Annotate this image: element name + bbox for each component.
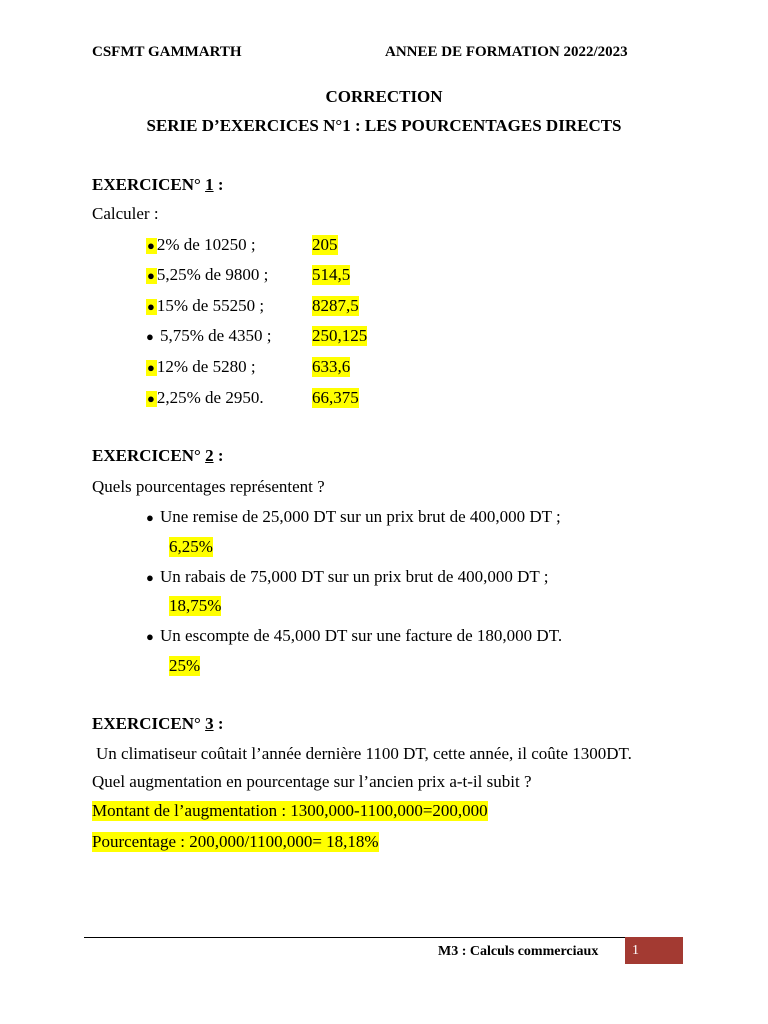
item-answer: 18,75% [169,596,222,615]
item-label: 5,75% de 4350 ; [160,326,272,345]
exercise-3-heading-suffix: : [217,714,224,733]
page-title: CORRECTION [325,87,443,106]
item-label: Un escompte de 45,000 DT sur une facture de 180,000 DT. [160,626,563,645]
item-label: 5,25% de 9800 ; [156,265,269,284]
item-label: 12% de 5280 ; [156,357,256,376]
item-answer: 6,25% [169,537,213,556]
bullet-icon: ● [147,268,155,283]
item-answer: 633,6 [312,357,351,376]
bullet-icon: ● [147,238,155,253]
item-answer: 25% [169,656,201,675]
exercise-3-question: Quel augmentation en pourcentage sur l’ancien prix a-t-il subit ? [92,772,532,791]
item-label: 2,25% de 2950. [156,388,264,407]
header-left: CSFMT GAMMARTH [92,44,242,60]
exercise-3-heading [92,714,224,734]
exercise-1-heading-number: 1 [205,175,214,194]
list-item [146,357,256,377]
exercise-1-heading [92,175,224,195]
page-subtitle: SERIE D’EXERCICES N°1 : LES POURCENTAGES DIRECTS [146,116,622,135]
bullet-icon: ● [146,510,154,525]
bullet-icon: ● [146,570,154,585]
list-item [146,235,256,255]
item-answer: 66,375 [312,388,359,407]
bullet-icon: ● [147,391,155,406]
page-number: 1 [632,943,639,958]
list-item [146,626,562,646]
list-item [146,507,561,527]
item-answer: 250,125 [312,326,368,345]
exercise-3-heading-prefix: EXERCICEN° [92,714,201,733]
list-item [146,296,264,316]
exercise-2-heading-suffix: : [217,446,224,465]
exercise-3-heading-number: 3 [205,714,214,733]
item-answer: 205 [312,235,338,254]
item-answer: 514,5 [312,265,351,284]
item-label: 15% de 55250 ; [156,296,265,315]
item-answer: 8287,5 [312,296,359,315]
list-item [146,388,264,408]
item-label: Un rabais de 75,000 DT sur un prix brut de 400,000 DT ; [160,567,549,586]
exercise-3-statement: Un climatiseur coûtait l’année dernière 1100 DT, cette année, il coûte 1300DT. [96,744,632,763]
exercise-2-heading-number: 2 [205,446,214,465]
exercise-3-answer-percent: Pourcentage : 200,000/1100,000= 18,18% [92,832,379,851]
list-item [146,265,268,285]
footer-label: M3 : Calculs commerciaux [438,944,599,959]
bullet-icon: ● [146,629,154,644]
exercise-2-heading-prefix: EXERCICEN° [92,446,201,465]
bullet-icon: ● [147,299,155,314]
exercise-3-answer-amount: Montant de l’augmentation : 1300,000-1100,000=200,000 [92,801,488,820]
bullet-icon: ● [146,329,154,344]
exercise-2-heading [92,446,224,466]
bullet-icon: ● [147,360,155,375]
header-right: ANNEE DE FORMATION 2022/2023 [385,44,628,60]
item-label: Une remise de 25,000 DT sur un prix brut de 400,000 DT ; [160,507,561,526]
exercise-1-heading-prefix: EXERCICEN° [92,175,201,194]
exercise-2-intro: Quels pourcentages représentent ? [92,477,325,496]
exercise-1-intro: Calculer : [92,204,159,223]
footer-divider [84,937,626,938]
list-item [146,326,271,346]
list-item [146,567,548,587]
item-label: 2% de 10250 ; [156,235,256,254]
exercise-1-heading-suffix: : [217,175,224,194]
